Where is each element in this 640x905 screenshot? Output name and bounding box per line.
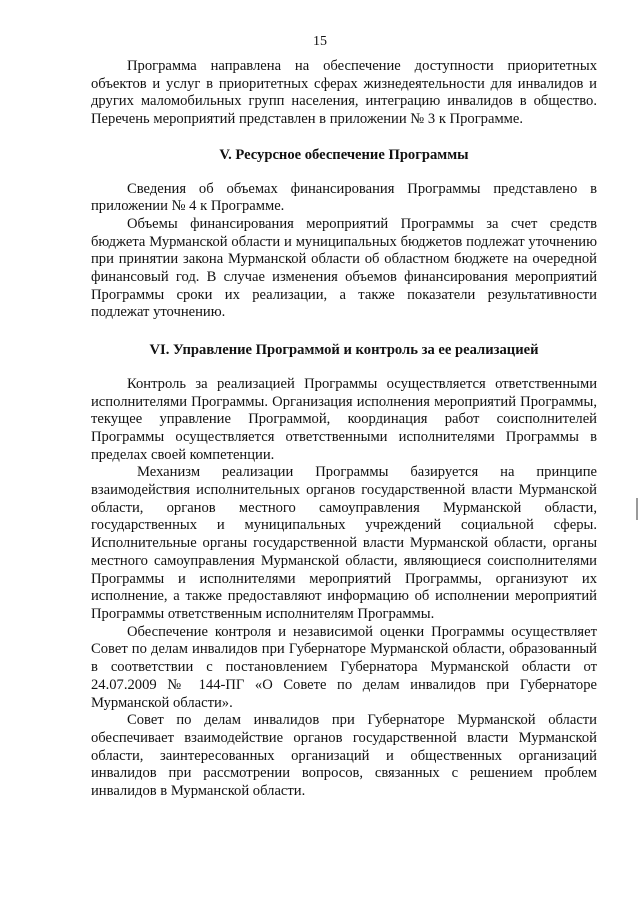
- scan-edge-mark: [636, 498, 638, 520]
- section-6-paragraph: Механизм реализации Программы базируется на принципе взаимодействия исполнительных органов государственной власти Мурманской области, органов местного самоуправления Мурманской области, государственных и муниципальных учреждений социальной сферы. Исполнительные органы государственной власти Мурманской области, органы местного самоуправления Мурманской области, являющиеся соисполнителями Программы и исполнителями мероприятий Программы, организуют их исполнение, а также предоставляют информацию об исполнении мероприятий Программы ответственным исполнителям Программы.: [91, 464, 597, 622]
- section-5-heading: V. Ресурсное обеспечение Программы: [219, 146, 469, 163]
- section-6-paragraph: Контроль за реализацией Программы осуществляется ответственными исполнителями Программы. Организация исполнения мероприятий Программы, текущее управление Программой, координация работ соисполнителей Программы осуществляется ответственными исполнителями Программы в пределах своей компетенции.: [91, 375, 597, 463]
- section-5-paragraph: Сведения об объемах финансирования Программы представлено в приложении № 4 к Программе.: [91, 180, 597, 215]
- section-6-heading: VI. Управление Программой и контроль за ее реализацией: [149, 342, 539, 359]
- intro-paragraph: Программа направлена на обеспечение доступности приоритетных объектов и услуг в приоритетных сферах жизнедеятельности для инвалидов и других маломобильных групп населения, интеграцию инвалидов в общество. Перечень мероприятий представлен в приложении № 3 к Программе.: [91, 58, 597, 128]
- document-body: [91, 58, 597, 801]
- page-number: 15: [313, 34, 327, 49]
- section-6-paragraph: Обеспечение контроля и независимой оценки Программы осуществляет Совет по делам инвалидов при Губернаторе Мурманской области, образованный в соответствии с постановлением Губернатора Мурманской области от 24.07.2009 № 144-ПГ «О Совете по делам инвалидов при Губернаторе Мурманской области».: [91, 623, 597, 711]
- section-5-paragraph: Объемы финансирования мероприятий Программы за счет средств бюджета Мурманской области и муниципальных бюджетов подлежат уточнению при принятии закона Мурманской области об областном бюджете на очередной финансовый год. В случае изменения объемов финансирования мероприятий Программы сроки их реализации, а также показатели результативности подлежат уточнению.: [91, 215, 597, 321]
- section-6-paragraph: Совет по делам инвалидов при Губернаторе Мурманской области обеспечивает взаимодействие органов государственной власти Мурманской области, заинтересованных организаций и общественных организаций инвалидов при рассмотрении вопросов, связанных с решением проблем инвалидов в Мурманской области.: [91, 712, 597, 800]
